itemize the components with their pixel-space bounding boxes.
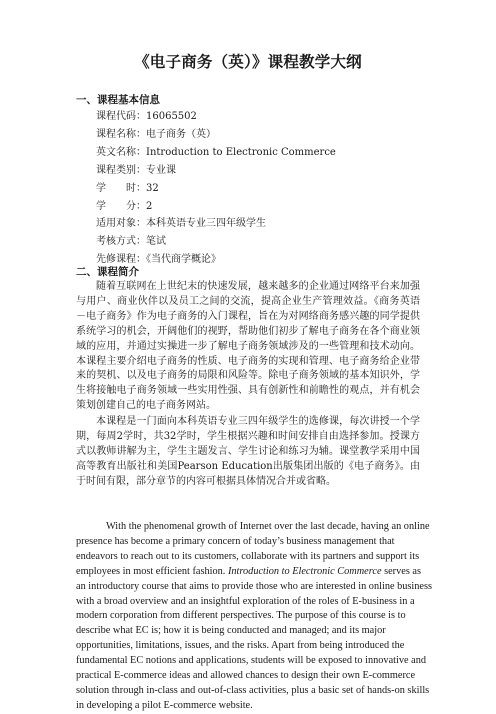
- english-line: [76, 565, 426, 580]
- info-label: 适用对象：: [96, 218, 146, 230]
- info-value: 《当代商学概论》: [146, 254, 221, 266]
- info-label: 英文名称：: [96, 146, 146, 158]
- english-line: in developing a pilot E-commerce website.: [76, 699, 253, 711]
- info-value: 本科英语专业三四年级学生: [146, 218, 266, 230]
- info-value: Introduction to Electronic Commerce: [146, 146, 336, 158]
- info-value: 2: [146, 200, 153, 212]
- english-line: with a broad overview and an insightful exploration of the roles of E-business in a: [76, 595, 415, 607]
- info-row-category: [96, 162, 336, 180]
- section-heading-basic-info: 一、课程基本信息: [76, 94, 160, 106]
- english-line: With the phenomenal growth of Internet over the last decade, having an online: [106, 521, 430, 532]
- english-line: endeavors to reach out to its customers, collaborate with its partners and support its: [76, 550, 420, 562]
- english-text: employees in most efficient fashion.: [76, 565, 228, 577]
- page-title: 《电子商务（英）》课程教学大纲: [134, 52, 362, 71]
- info-value: 32: [146, 182, 159, 194]
- info-value: 专业课: [146, 164, 176, 176]
- english-line: an introductory course that aims to provide those who are interested in online business: [76, 580, 433, 592]
- info-value: 笔试: [146, 236, 166, 248]
- course-info-list: [96, 108, 336, 269]
- english-text: serves as: [381, 565, 421, 577]
- info-row-course-name: [96, 126, 336, 144]
- course-title-italic: Introduction to Electronic Commerce: [227, 565, 382, 577]
- intro-paragraph-english: [76, 520, 433, 714]
- english-line: presence has become a primary concern of today’s business management that: [76, 535, 395, 547]
- english-line: describe what EC is; how it is being conducted and managed; and its major: [76, 625, 386, 637]
- info-row-hours: [96, 180, 336, 198]
- info-label: 课程代码：: [96, 111, 146, 122]
- info-value: 电子商务（英）: [146, 128, 216, 140]
- info-label: 课程名称：: [96, 128, 146, 140]
- info-row-audience: [96, 215, 336, 233]
- intro-paragraph-1: 随着互联网在上世纪末的快速发展，越来越多的企业通过网络平台来加强与用户、商业伙伴以及员工之间的交流，提高企业生产管理效益。《商务英语－电子商务》作为电子商务的入门课程，旨在为对网络商务感兴趣的同学提供系统学习的机会，开阔他们的视野，帮助他们初步了解电子商务在各个商业领域的应用，并通过实操进一步了解电子商务领域涉及的一些管理和技术动向。本课程主要介绍电子商务的性质、电子商务的实现和管理、电子商务给企业带来的契机、以及电子商务的局限和风险等。除电子商务领域的基本知识外，学生将接触电子商务领域一些实用性强、具有创新性和前瞻性的观点，并有机会策划创建自己的电子商务网站。: [76, 281, 420, 412]
- info-label: 课程类别：: [96, 164, 146, 176]
- section-heading-introduction: 二、课程简介: [76, 266, 139, 278]
- english-line: modern corporation from different perspectives. The purpose of this course is to: [76, 610, 406, 622]
- info-row-assessment: [96, 233, 336, 251]
- info-label: 考核方式：: [96, 236, 146, 248]
- english-line: opportunities, limitations, issues, and the risks. Apart from being introduced the: [76, 640, 405, 652]
- intro-paragraph-2: 本课程是一门面向本科英语专业三四年级学生的选修课，每次讲授一个学期，每周2学时，共32学时，学生根据兴趣和时间安排自由选择参加。授课方式以教师讲解为主，学生主题发言、学生讨论和练习为辅。课堂教学采用中国高等教育出版社和美国Pearson Education出版集团出版的《电子商务》。由于时间有限，部分章节的内容可根据具体情况合并或省略。: [76, 416, 420, 487]
- info-label: 学 分：: [96, 200, 146, 212]
- info-value: 16065502: [146, 111, 197, 122]
- english-line: solution through in-class and out-of-class activities, plus a basic set of hands-on skills: [76, 684, 430, 696]
- info-row-course-code: [96, 108, 336, 126]
- info-row-english-name: [96, 144, 336, 162]
- info-row-credits: [96, 198, 336, 216]
- info-label: 学 时：: [96, 182, 146, 194]
- english-line: fundamental EC notions and applications, students will be exposed to innovative and: [76, 655, 427, 667]
- info-label: 先修课程：: [96, 254, 146, 266]
- english-line: practical E-commerce ideas and allowed chances to design their own E-commerce: [76, 670, 416, 682]
